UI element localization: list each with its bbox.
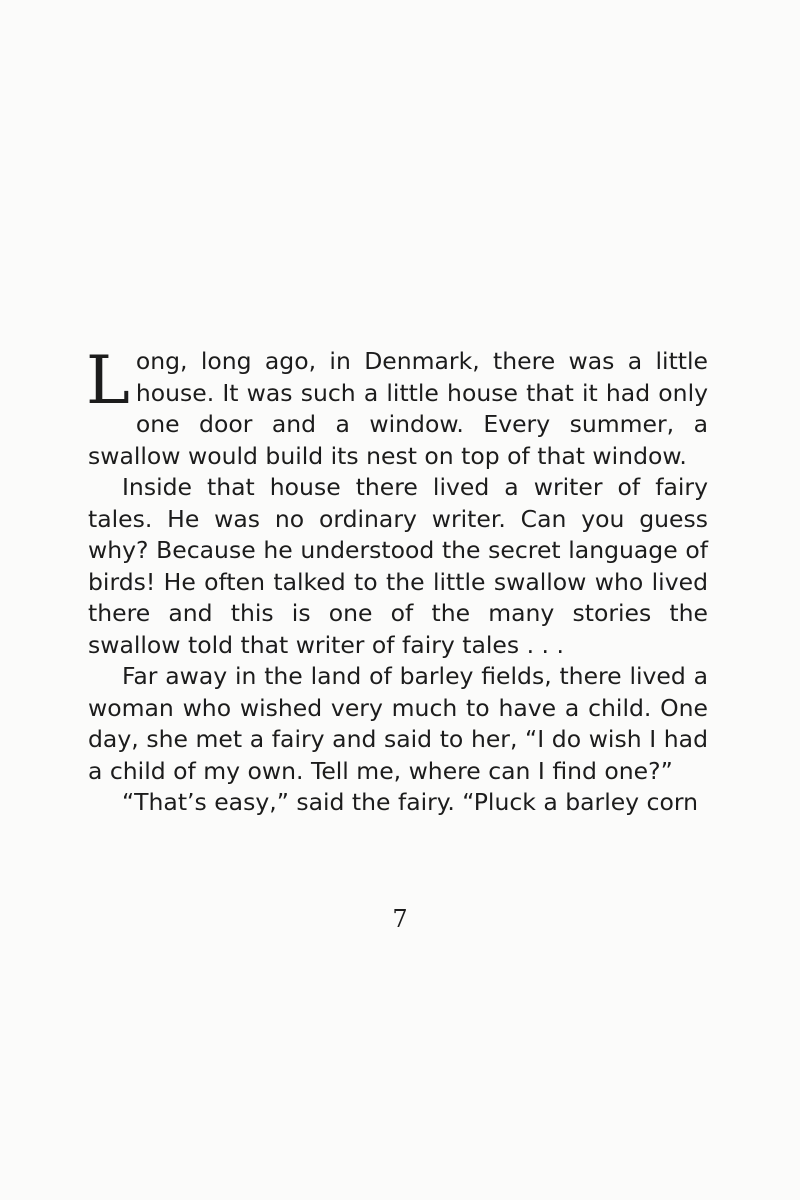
story-text	[86, 342, 708, 819]
paragraph-1-text: ong, long ago, in Denmark, there was a little house. It was such a little house that it had only one door and a window. Every summer, a swallow would build its nest on top of that window.	[88, 347, 708, 470]
page-number: 7	[392, 905, 408, 933]
paragraph-2: Inside that house there lived a writer of fairy tales. He was no ordinary writer. Can you guess why? Because he understood the secret language of birds! He often talked to the little swallow who lived there and this is one of the many stories the swallow told that writer of fairy tales . . .	[88, 473, 708, 659]
paragraph-1	[86, 342, 708, 472]
paragraph-4: “That’s easy,” said the fairy. “Pluck a barley corn	[122, 788, 699, 816]
drop-cap: L	[86, 342, 130, 419]
paragraph-3: Far away in the land of barley fields, there lived a woman who wished very much to have a child. One day, she met a fairy and said to her, “I do wish I had a child of my own. Tell me, where can I find one?”	[88, 662, 708, 785]
